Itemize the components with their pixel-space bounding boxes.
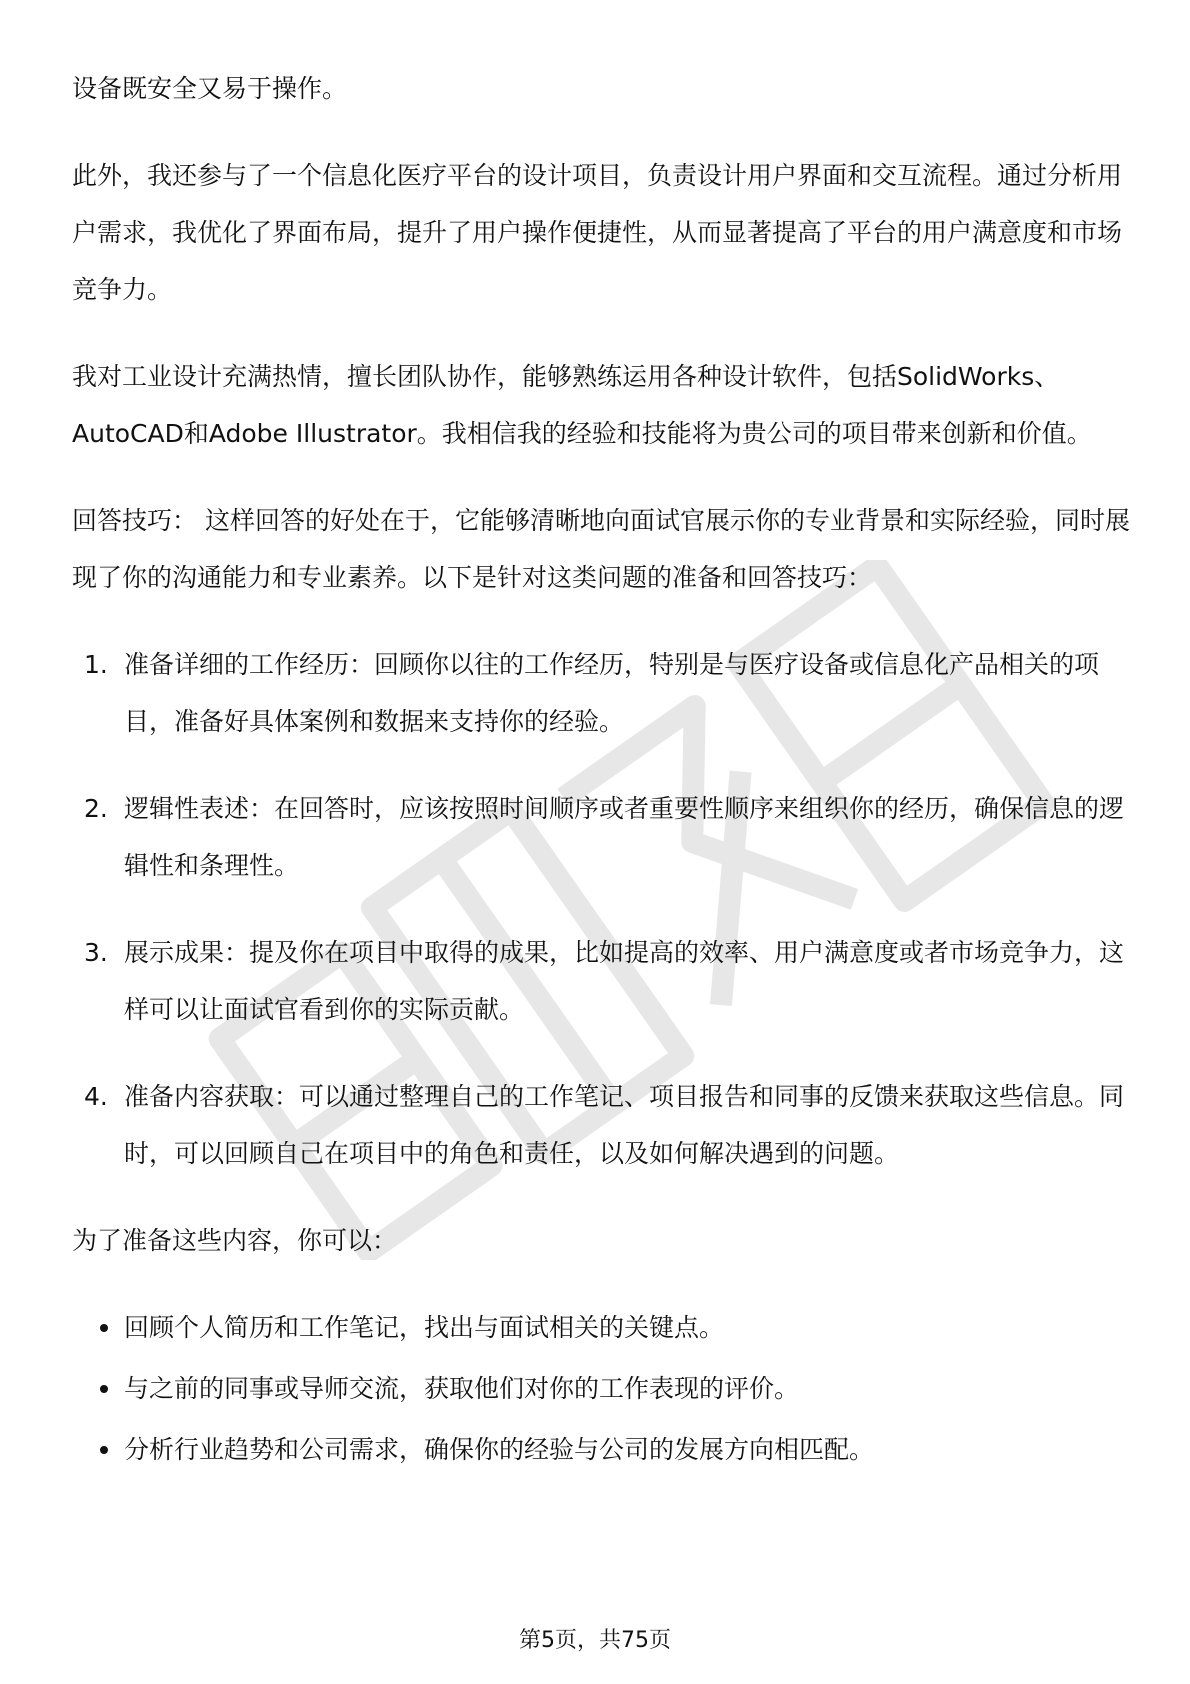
bullet-item — [72, 1421, 1132, 1478]
list-item-text: 准备详细的工作经历：回顾你以往的工作经历，特别是与医疗设备或信息化产品相关的项目，准备好具体案例和数据来支持你的经验。 — [124, 650, 1100, 736]
paragraph: 此外，我还参与了一个信息化医疗平台的设计项目，负责设计用户界面和交互流程。通过分析用户需求，我优化了界面布局，提升了用户操作便捷性，从而显著提高了平台的用户满意度和市场竞争力。 — [72, 161, 1123, 304]
bullet-item-text: 与之前的同事或导师交流，获取他们对你的工作表现的评价。 — [124, 1374, 800, 1403]
paragraph: 我对工业设计充满热情，擅长团队协作，能够熟练运用各种设计软件，包括SolidWorks、AutoCAD和Adobe Illustrator。我相信我的经验和技能将为贵公司的项目带来创新和价值。 — [72, 362, 1092, 448]
list-item — [72, 1068, 1132, 1182]
bullet-dot-icon — [100, 1446, 108, 1454]
list-item-text: 逻辑性表述：在回答时，应该按照时间顺序或者重要性顺序来组织你的经历，确保信息的逻辑性和条理性。 — [124, 794, 1125, 880]
bullet-dot-icon — [100, 1385, 108, 1393]
bullet-dot-icon — [100, 1324, 108, 1332]
bullets-intro: 为了准备这些内容，你可以： — [72, 1226, 398, 1255]
bullet-item — [72, 1360, 1132, 1417]
list-item — [72, 636, 1132, 750]
list-item — [72, 924, 1132, 1038]
document-content — [72, 60, 1132, 1482]
page-number-footer: 第5页，共75页 — [519, 1628, 671, 1653]
bullet-list — [72, 1299, 1132, 1478]
list-number: 4. — [84, 1082, 108, 1111]
list-item-text: 展示成果：提及你在项目中取得的成果，比如提高的效率、用户满意度或者市场竞争力，这样可以让面试官看到你的实际贡献。 — [124, 938, 1125, 1024]
numbered-list — [72, 636, 1132, 1182]
answer-tips-paragraph: 回答技巧： 这样回答的好处在于，它能够清晰地向面试官展示你的专业背景和实际经验，同时展现了你的沟通能力和专业素养。以下是针对这类问题的准备和回答技巧： — [72, 506, 1130, 592]
list-item-text: 准备内容获取：可以通过整理自己的工作笔记、项目报告和同事的反馈来获取这些信息。同时，可以回顾自己在项目中的角色和责任，以及如何解决遇到的问题。 — [124, 1082, 1125, 1168]
list-number: 3. — [84, 938, 108, 967]
list-item — [72, 780, 1132, 894]
bullet-item — [72, 1299, 1132, 1356]
paragraph: 设备既安全又易于操作。 — [72, 74, 348, 103]
list-number: 1. — [84, 650, 108, 679]
list-number: 2. — [84, 794, 108, 823]
bullet-item-text: 分析行业趋势和公司需求，确保你的经验与公司的发展方向相匹配。 — [124, 1435, 875, 1464]
bullet-item-text: 回顾个人简历和工作笔记，找出与面试相关的关键点。 — [124, 1313, 725, 1342]
